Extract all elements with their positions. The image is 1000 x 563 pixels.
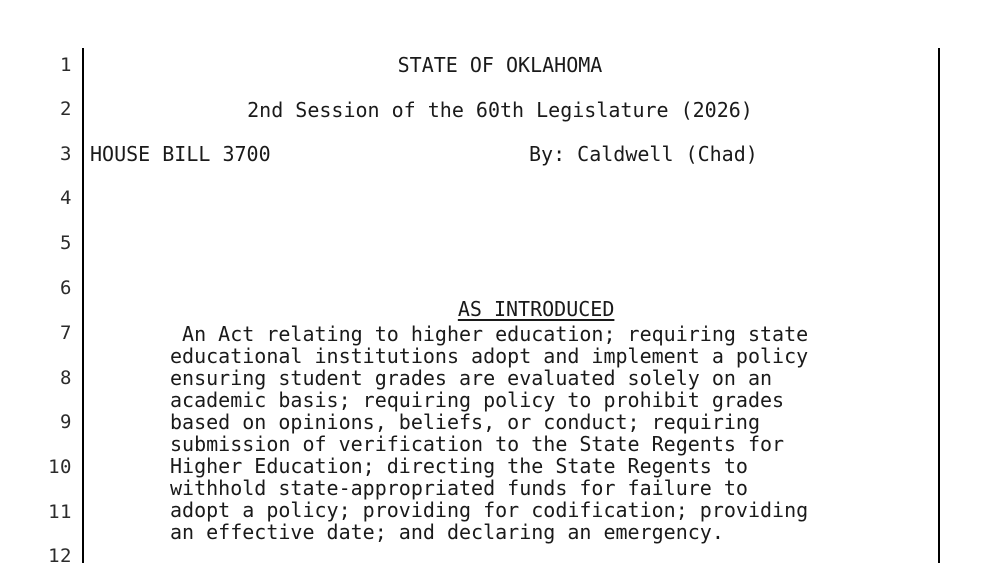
line-number: 2 (60, 98, 72, 120)
body-line: submission of verification to the State Regents for (170, 432, 785, 456)
version-label-text: AS INTRODUCED (457, 297, 615, 321)
bill-number: HOUSE BILL 3700 (90, 142, 271, 166)
line-number: 9 (60, 411, 72, 433)
body-line: based on opinions, beliefs, or conduct; requiring (170, 410, 761, 434)
right-margin-rule (938, 48, 940, 563)
session-line: 2nd Session of the 60th Legislature (2026) (247, 98, 753, 122)
body-line: academic basis; requiring policy to prohibit grades (170, 388, 785, 412)
state-heading: STATE OF OKLAHOMA (397, 53, 603, 77)
line-number: 8 (60, 367, 72, 389)
body-line: educational institutions adopt and implement a policy (170, 344, 809, 368)
line-number: 3 (60, 143, 72, 165)
line-number: 6 (60, 277, 72, 299)
body-line: ensuring student grades are evaluated solely on an (170, 366, 773, 390)
line-number: 12 (48, 545, 72, 563)
line-number: 1 (60, 54, 72, 76)
author-line: By: Caldwell (Chad) (529, 142, 758, 166)
line-number: 5 (60, 232, 72, 254)
line-number: 4 (60, 187, 72, 209)
line-number: 10 (48, 456, 72, 478)
body-line: withhold state-appropriated funds for failure to (170, 476, 748, 500)
body-line: An Act relating to higher education; requiring state (170, 322, 809, 346)
body-line: an effective date; and declaring an emergency. (170, 520, 724, 544)
body-line: adopt a policy; providing for codification; providing (170, 498, 809, 522)
line-number: 11 (48, 501, 72, 523)
body-line: Higher Education; directing the State Regents to (170, 454, 748, 478)
line-number: 7 (60, 322, 72, 344)
